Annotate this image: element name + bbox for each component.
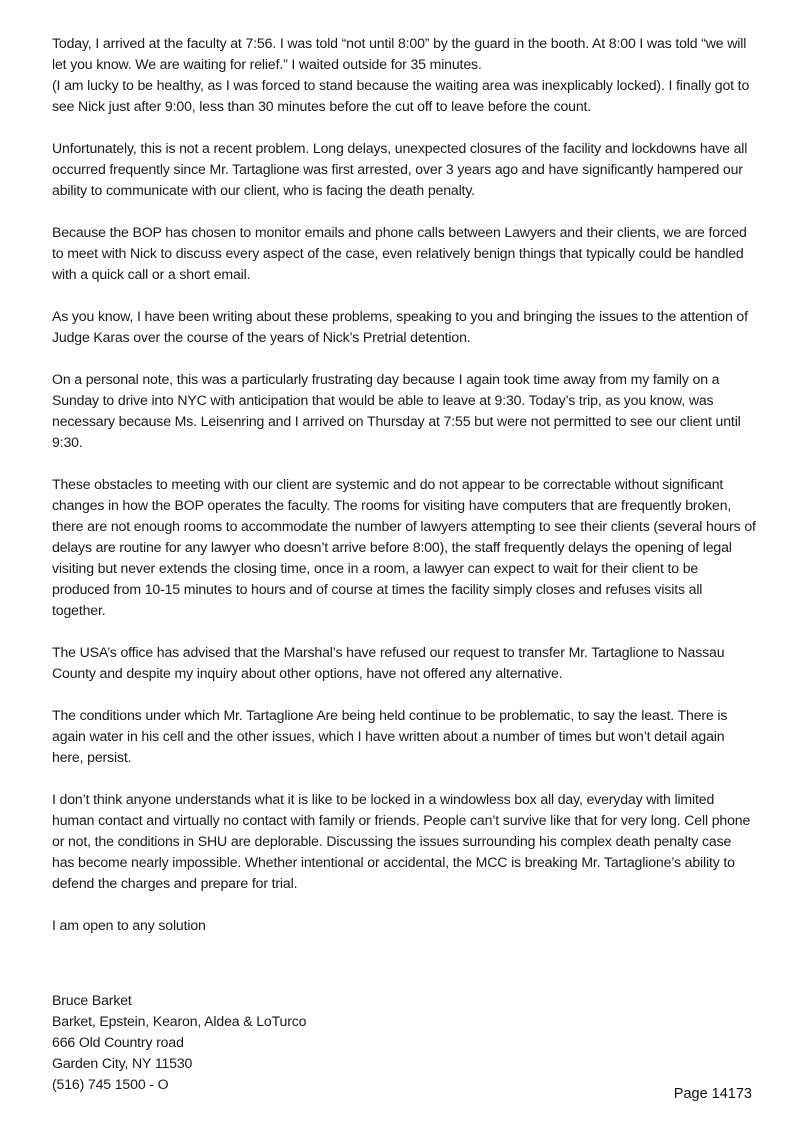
signature-block [52, 990, 452, 1092]
signature-firm: Barket, Epstein, Kearon, Aldea & LoTurco [52, 1013, 307, 1029]
paragraph-recent-problem: Unfortunately, this is not a recent problem. Long delays, unexpected closures of the facility and lockdowns have all occurred frequently since Mr. Tartaglione was first arrested, over 3 years ago and have significantly hampered our ability to communicate with our client, who is facing the death penalty. [52, 140, 748, 198]
signature-phone: (516) 745 1500 - O [52, 1076, 169, 1092]
letter-body [52, 33, 757, 957]
paragraph-personal-note: On a personal note, this was a particularly frustrating day because I again took time away from my family on a Sunday to drive into NYC with anticipation that would be able to leave at 9:30. Today’s trip, as you know, was necessary because Ms. Leisenring and I arrived on Thursday at 7:55 but were not permitted to see our client until 9:30. [52, 371, 741, 450]
paragraph-arrival: Today, I arrived at the faculty at 7:56. I was told “not until 8:00” by the guard in the booth. At 8:00 I was told “we will let you know. We are waiting for relief.” I waited outside for 35 minutes. (I am lucky to be healthy, as I was forced to stand because the waiting area was inexplicably locked). I finally got to see Nick just after 9:00, less than 30 minutes before the cut off to leave before the count. [52, 35, 750, 114]
page-number: Page 14173 [673, 1086, 752, 1102]
signature-name: Bruce Barket [52, 992, 132, 1008]
signature-city: Garden City, NY 11530 [52, 1055, 193, 1071]
paragraph-systemic-obstacles: These obstacles to meeting with our client are systemic and do not appear to be correctable without significant changes in how the BOP operates the faculty. The rooms for visiting have computers that are frequently broken, there are not enough rooms to accommodate the number of lawyers attempting to see their clients (several hours of delays are routine for any lawyer who doesn’t arrive before 8:00), the staff frequently delays the opening of legal visiting but never extends the closing time, once in a room, a lawyer can expect to wait for their client to be produced from 10-15 minutes to hours and of course at times the facility simply closes and refuses visits all together. [52, 476, 756, 618]
paragraph-bop-monitoring: Because the BOP has chosen to monitor emails and phone calls between Lawyers and their clients, we are forced to meet with Nick to discuss every aspect of the case, even relatively benign things that typically could be handled with a quick call or a short email. [52, 224, 747, 282]
paragraph-windowless-box: I don’t think anyone understands what it is like to be locked in a windowless box all day, everyday with limited human contact and virtually no contact with family or friends. People can’t survive like that for very long. Cell phone or not, the conditions in SHU are deplorable. Discussing the issues surrounding his complex death penalty case has become nearly impossible. Whether intentional or accidental, the MCC is breaking Mr. Tartaglione’s ability to defend the charges and prepare for trial. [52, 791, 751, 891]
paragraph-writing-about-problems: As you know, I have been writing about these problems, speaking to you and bringing the issues to the attention of Judge Karas over the course of the years of Nick’s Pretrial detention. [52, 308, 748, 345]
paragraph-transfer-request: The USA’s office has advised that the Marshal’s have refused our request to transfer Mr. Tartaglione to Nassau County and despite my inquiry about other options, have not offered any alternative. [52, 644, 725, 681]
paragraph-conditions: The conditions under which Mr. Tartaglione Are being held continue to be problematic, to say the least. There is again water in his cell and the other issues, which I have written about a number of times but won’t detail again here, persist. [52, 707, 728, 765]
signature-street: 666 Old Country road [52, 1034, 184, 1050]
paragraph-open-to-solution: I am open to any solution [52, 917, 206, 933]
